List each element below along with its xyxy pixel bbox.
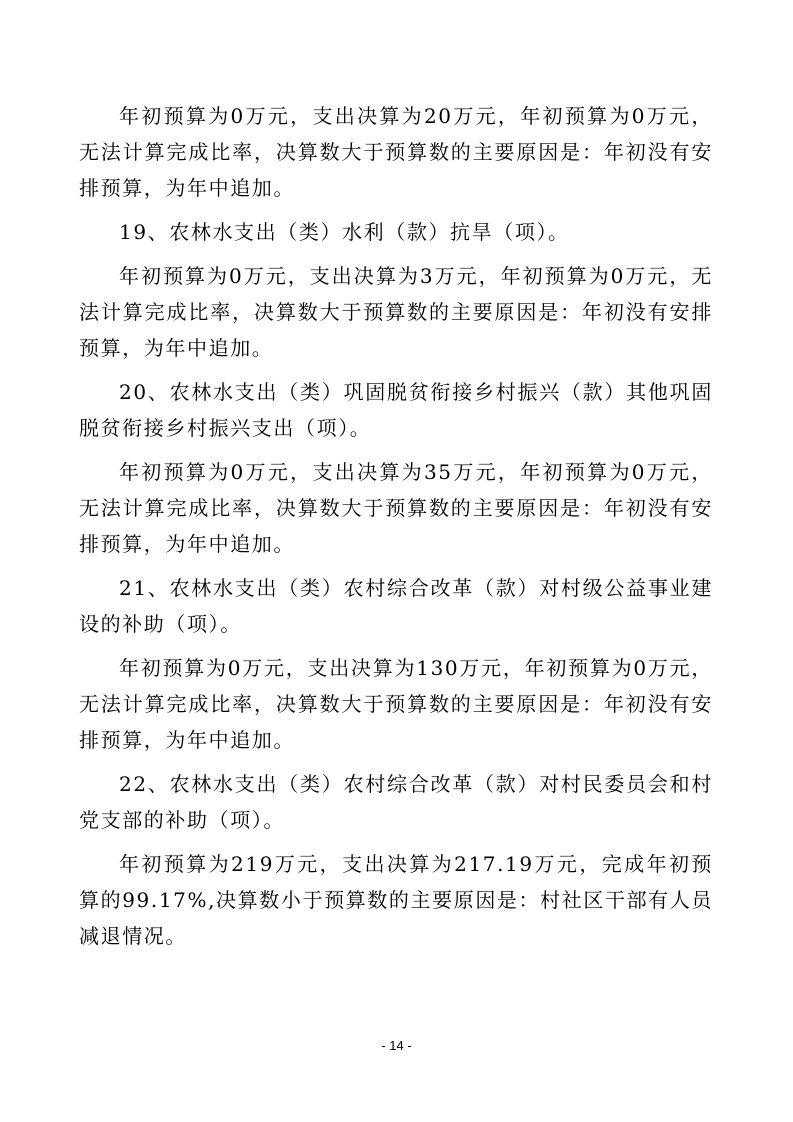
page-number: - 14 - bbox=[381, 1038, 412, 1053]
paragraph-budget-note-20: 年初预算为0万元，支出决算为35万元，年初预算为0万元，无法计算完成比率，决算数大于预算数的主要原因是：年初没有安排预算，为年中追加。 bbox=[79, 460, 713, 556]
paragraph-heading-22: 22、农林水支出（类）农村综合改革（款）对村民委员会和村党支部的补助（项）。 bbox=[79, 772, 713, 832]
paragraph-budget-note-21: 年初预算为0万元，支出决算为130万元，年初预算为0万元，无法计算完成比率，决算数大于预算数的主要原因是：年初没有安排预算，为年中追加。 bbox=[79, 656, 713, 752]
paragraph-budget-note-22: 年初预算为219万元，支出决算为217.19万元，完成年初预算的99.17%,决算数小于预算数的主要原因是：村社区干部有人员减退情况。 bbox=[79, 852, 713, 948]
paragraph-heading-21: 21、农林水支出（类）农村综合改革（款）对村级公益事业建设的补助（项）。 bbox=[79, 576, 713, 636]
document-body bbox=[79, 98, 713, 962]
paragraph-budget-note-18: 年初预算为0万元，支出决算为20万元，年初预算为0万元，无法计算完成比率，决算数大于预算数的主要原因是：年初没有安排预算，为年中追加。 bbox=[79, 104, 713, 200]
paragraph-heading-20: 20、农林水支出（类）巩固脱贫衔接乡村振兴（款）其他巩固脱贫衔接乡村振兴支出（项）。 bbox=[79, 380, 713, 440]
paragraph-budget-note-19: 年初预算为0万元，支出决算为3万元，年初预算为0万元，无法计算完成比率，决算数大于预算数的主要原因是：年初没有安排预算，为年中追加。 bbox=[79, 264, 713, 360]
paragraph-heading-19: 19、农林水支出（类）水利（款）抗旱（项）。 bbox=[119, 220, 570, 244]
